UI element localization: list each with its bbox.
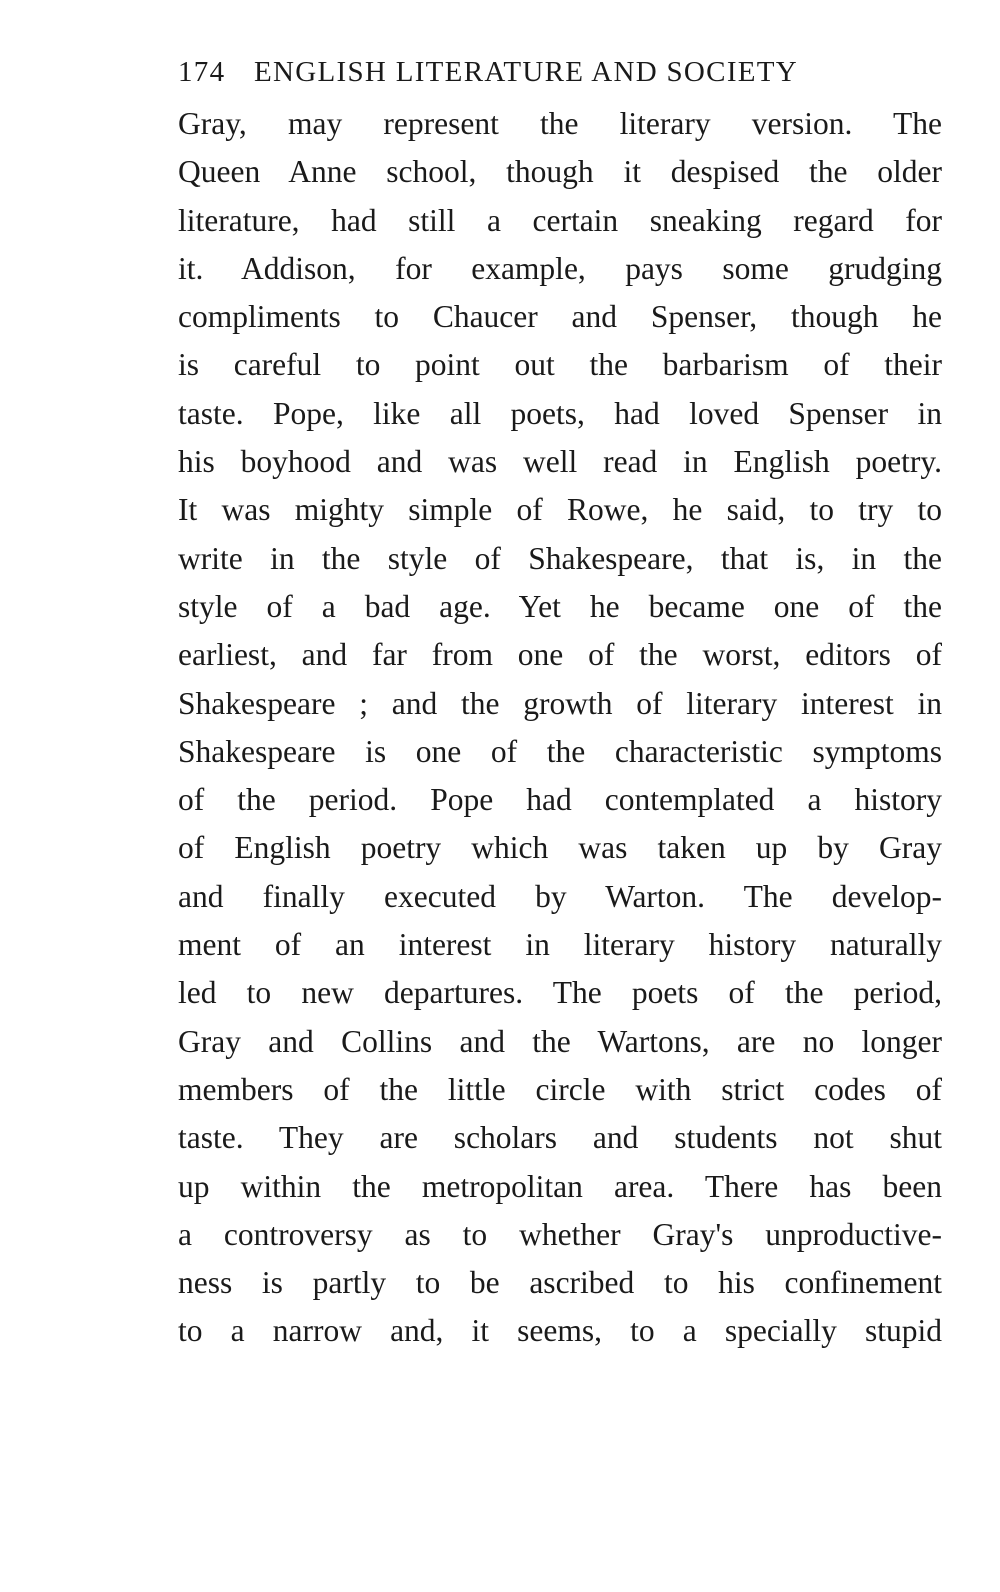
text-line: up within the metropolitan area. There has been <box>178 1168 942 1204</box>
text-line: members of the little circle with strict codes of <box>178 1071 942 1107</box>
page-number: 174 <box>178 56 226 88</box>
book-page <box>178 52 942 1356</box>
text-line: taste. Pope, like all poets, had loved Spenser in <box>178 395 942 431</box>
text-line: a controversy as to whether Gray's unproductive- <box>178 1216 942 1252</box>
text-line: earliest, and far from one of the worst, editors of <box>178 637 942 673</box>
text-line: Gray, may represent the literary version. The <box>178 106 942 141</box>
text-line: and finally executed by Warton. The develop- <box>178 878 942 914</box>
text-line: style of a bad age. Yet he became one of the <box>178 588 942 624</box>
text-line: compliments to Chaucer and Spenser, though he <box>178 299 942 335</box>
running-title: ENGLISH LITERATURE AND SOCIETY <box>254 56 799 88</box>
text-line: Shakespeare ; and the growth of literary interest in <box>178 685 942 721</box>
text-line: Queen Anne school, though it despised the older <box>178 154 942 190</box>
text-line: his boyhood and was well read in English poetry. <box>178 444 942 480</box>
text-line: is careful to point out the barbarism of their <box>178 347 942 383</box>
text-line: to a narrow and, it seems, to a specially stupid <box>178 1313 942 1349</box>
body-text <box>178 100 942 1356</box>
text-line: ment of an interest in literary history naturally <box>178 927 942 963</box>
text-line: of English poetry which was taken up by Gray <box>178 830 942 866</box>
text-line: taste. They are scholars and students not shut <box>178 1120 942 1156</box>
text-line: it. Addison, for example, pays some grudging <box>178 250 942 286</box>
text-line: literature, had still a certain sneaking regard for <box>178 202 942 238</box>
text-line: Shakespeare is one of the characteristic symptoms <box>178 733 942 769</box>
text-line: of the period. Pope had contemplated a history <box>178 782 942 818</box>
text-line: ness is partly to be ascribed to his confinement <box>178 1265 942 1301</box>
text-line: led to new departures. The poets of the period, <box>178 975 942 1011</box>
text-line: It was mighty simple of Rowe, he said, to try to <box>178 492 942 528</box>
text-line: Gray and Collins and the Wartons, are no longer <box>178 1023 942 1059</box>
text-line: write in the style of Shakespeare, that is, in the <box>178 540 942 576</box>
running-header <box>178 52 942 100</box>
